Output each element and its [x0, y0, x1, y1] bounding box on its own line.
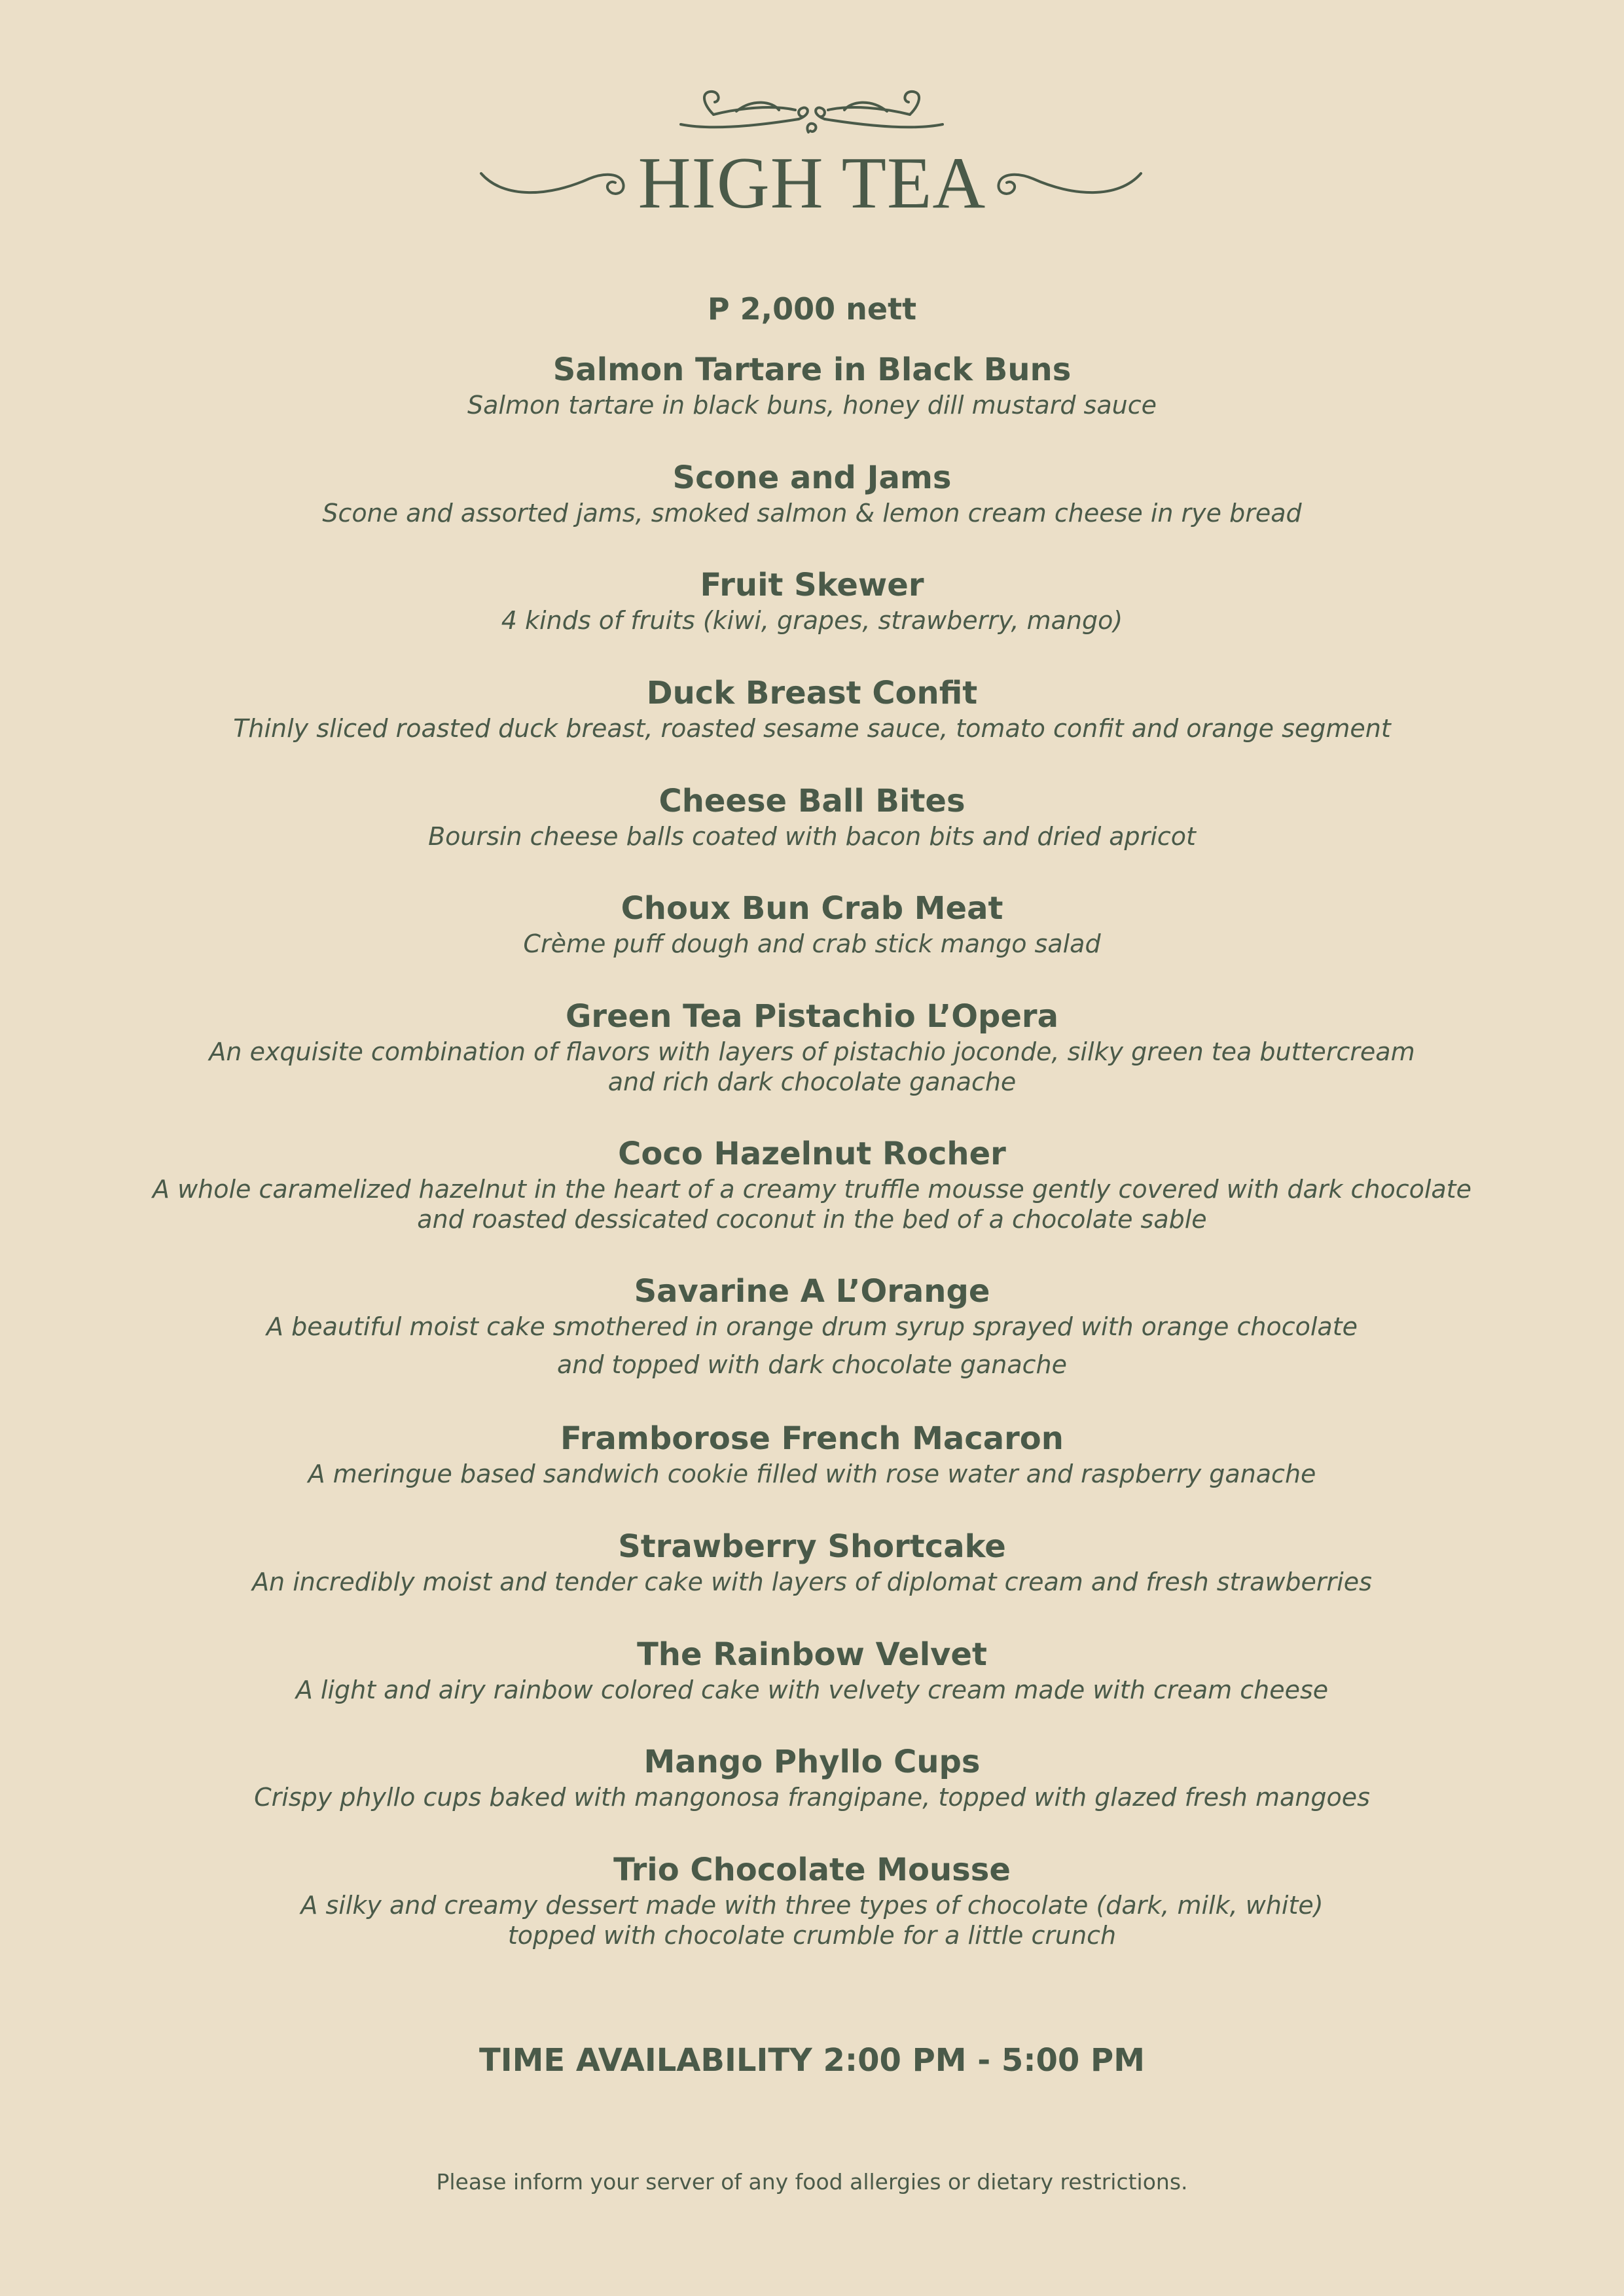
item-name: Mango Phyllo Cups — [643, 1744, 981, 1780]
menu-item — [0, 1134, 1624, 1234]
flourish-right-icon — [987, 154, 1144, 213]
item-desc: topped with chocolate crumble for a little crunch — [507, 1921, 1117, 1950]
item-desc: and topped with dark chocolate ganache — [556, 1350, 1068, 1379]
item-name: Cheese Ball Bites — [659, 783, 965, 819]
item-desc: An exquisite combination of flavors with layers of pistachio joconde, silky green tea buttercream — [209, 1037, 1415, 1066]
ornamental-swirl-icon — [674, 79, 949, 144]
item-desc: Scone and assorted jams, smoked salmon & lemon cream cheese in rye bread — [322, 499, 1302, 528]
menu-item — [0, 1742, 1624, 1812]
item-name: Green Tea Pistachio L’Opera — [566, 998, 1058, 1035]
menu-item — [0, 1271, 1624, 1380]
item-desc: An incredibly moist and tender cake with layers of diplomat cream and fresh strawberries — [252, 1568, 1372, 1596]
menu-item — [0, 565, 1624, 636]
time-availability: TIME AVAILABILITY 2:00 PM - 5:00 PM — [479, 2042, 1145, 2079]
price: P 2,000 nett — [707, 291, 917, 327]
menu-header — [0, 79, 1624, 236]
item-name: Salmon Tartare in Black Buns — [552, 351, 1072, 388]
item-desc: A light and airy rainbow colored cake with velvety cream made with cream cheese — [295, 1676, 1329, 1704]
item-desc: A beautiful moist cake smothered in orange drum syrup sprayed with orange chocolate — [266, 1312, 1358, 1341]
item-desc: and roasted dessicated coconut in the bed of a chocolate sable — [417, 1205, 1207, 1234]
item-desc: 4 kinds of fruits (kiwi, grapes, strawberry, mango) — [501, 606, 1123, 635]
item-desc: and rich dark chocolate ganache — [607, 1067, 1017, 1096]
item-name: The Rainbow Velvet — [637, 1636, 987, 1673]
item-name: Trio Chocolate Mousse — [613, 1852, 1011, 1888]
item-name: Strawberry Shortcake — [618, 1528, 1006, 1565]
menu-item — [0, 1634, 1624, 1705]
item-name: Scone and Jams — [672, 459, 952, 496]
allergy-note: Please inform your server of any food allergies or dietary restrictions. — [436, 2169, 1188, 2195]
item-name: Fruit Skewer — [700, 567, 924, 603]
item-desc: Crispy phyllo cups baked with mangonosa frangipane, topped with glazed fresh mangoes — [254, 1783, 1370, 1812]
menu-item — [0, 781, 1624, 852]
item-desc: Boursin cheese balls coated with bacon bits and dried apricot — [428, 822, 1196, 851]
menu-item — [0, 1850, 1624, 1950]
menu-title: HIGH TEA — [638, 143, 986, 224]
item-name: Framborose French Macaron — [560, 1420, 1064, 1457]
item-desc: Thinly sliced roasted duck breast, roasted sesame sauce, tomato confit and orange segment — [233, 714, 1391, 743]
menu-item — [0, 457, 1624, 528]
menu-item — [0, 1526, 1624, 1597]
item-name: Duck Breast Confit — [646, 675, 978, 711]
menu-item — [0, 996, 1624, 1097]
item-name: Choux Bun Crab Meat — [621, 890, 1003, 927]
menu-item — [0, 888, 1624, 959]
item-desc: A silky and creamy dessert made with three types of chocolate (dark, milk, white) — [300, 1891, 1324, 1920]
item-name: Savarine A L’Orange — [634, 1273, 990, 1310]
item-desc: Salmon tartare in black buns, honey dill mustard sauce — [467, 391, 1157, 420]
menu-item — [0, 1418, 1624, 1489]
item-desc: Crème puff dough and crab stick mango salad — [523, 929, 1101, 958]
menu-item — [0, 673, 1624, 744]
item-name: Coco Hazelnut Rocher — [618, 1136, 1006, 1172]
item-desc: A whole caramelized hazelnut in the heart of a creamy truffle mousse gently covered with dark chocolate — [153, 1175, 1471, 1204]
item-desc: A meringue based sandwich cookie filled with rose water and raspberry ganache — [308, 1460, 1316, 1488]
menu-item — [0, 350, 1624, 420]
